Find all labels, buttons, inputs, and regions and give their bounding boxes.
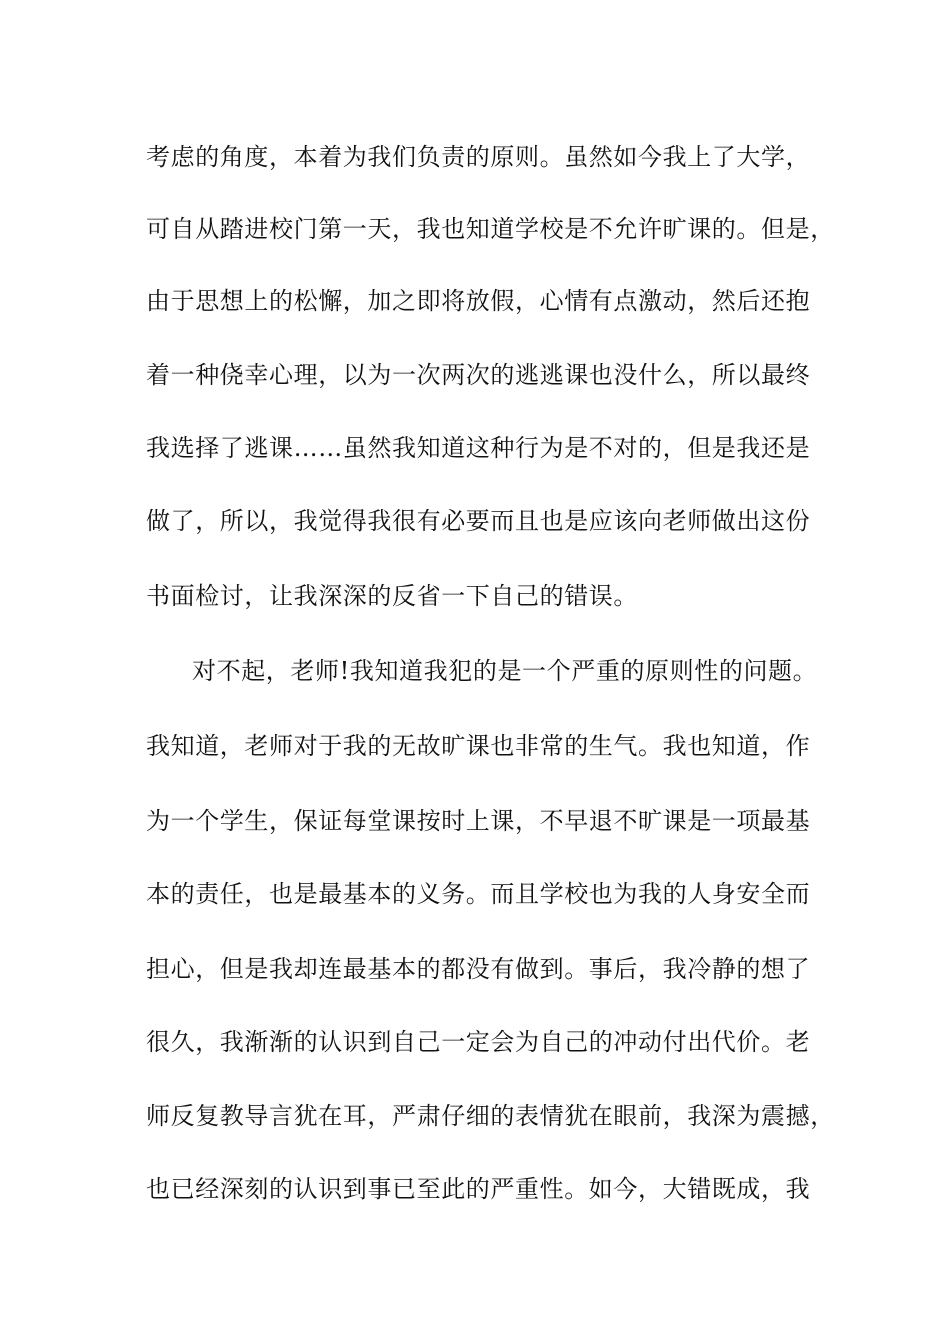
text-line: 书面检讨，让我深深的反省一下自己的错误。 — [146, 582, 638, 610]
text-line: 也已经深刻的认识到事已至此的严重性。如今，大错既成，我 — [146, 1175, 811, 1203]
text-line: 着一种侥幸心理，以为一次两次的逃逃课也没什么，所以最终 — [146, 361, 811, 389]
text-line: 很久，我渐渐的认识到自己一定会为自己的冲动付出代价。老 — [146, 1028, 811, 1056]
text-line: 可自从踏进校门第一天，我也知道学校是不允许旷课的。但是， — [146, 215, 835, 243]
text-line: 我知道，老师对于我的无故旷课也非常的生气。我也知道，作 — [146, 732, 811, 760]
text-line: 我选择了逃课……虽然我知道这种行为是不对的，但是我还是 — [146, 434, 811, 462]
text-line: 师反复教导言犹在耳，严肃仔细的表情犹在眼前，我深为震撼， — [146, 1102, 835, 1130]
text-line: 担心，但是我却连最基本的都没有做到。事后，我冷静的想了 — [146, 955, 811, 983]
paragraph-first-line: 对不起，老师!我知道我犯的是一个严重的原则性的问题。 — [192, 657, 818, 685]
text-line: 为一个学生，保证每堂课按时上课，不早退不旷课是一项最基 — [146, 807, 811, 835]
text-line: 做了，所以，我觉得我很有必要而且也是应该向老师做出这份 — [146, 507, 811, 535]
text-line: 本的责任，也是最基本的义务。而且学校也为我的人身安全而 — [146, 880, 811, 908]
text-line: 考虑的角度，本着为我们负责的原则。虽然如今我上了大学， — [146, 143, 811, 171]
text-line: 由于思想上的松懈，加之即将放假，心情有点激动，然后还抱 — [146, 287, 811, 315]
